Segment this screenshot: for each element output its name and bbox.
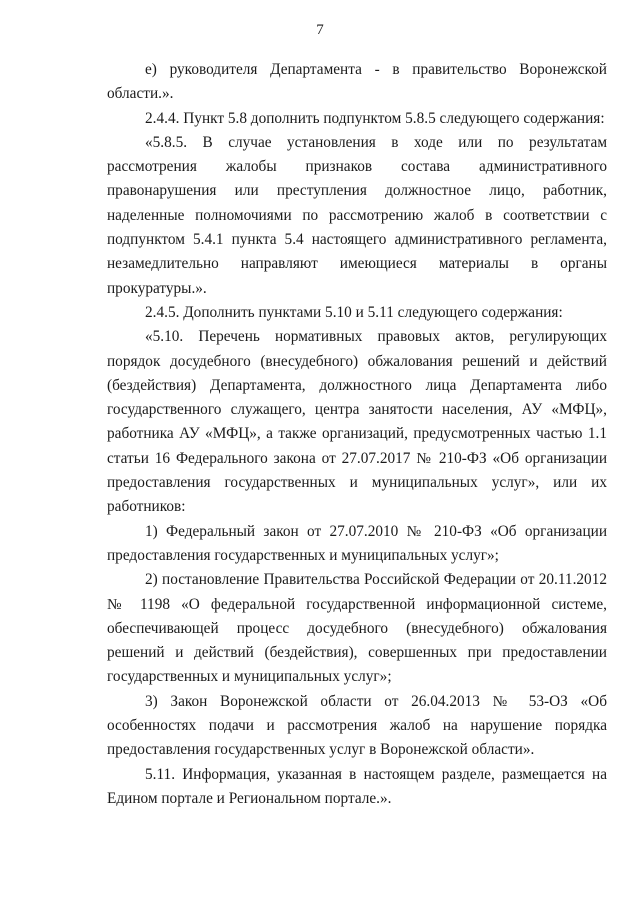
paragraph-item-e: е) руководителя Департамента - в правительство Воронежской области.». bbox=[107, 61, 607, 103]
paragraph-5-8-5: «5.8.5. В случае установления в ходе или по результатам рассмотрения жалобы признаков состава административного правонарушения или преступления должностное лицо, работник, наделенные полномочиями по рассмотрению жалоб в соответствии с подпунктом 5.4.1 пункта 5.4 настоящего административного регламента, незамедлительно направляют имеющиеся материалы в органы прокуратуры.». bbox=[107, 133, 607, 297]
document-body bbox=[107, 58, 607, 811]
paragraph-5-11: 5.11. Информация, указанная в настоящем разделе, размещается на Едином портале и Региональном портале.». bbox=[107, 765, 607, 807]
list-item-3: 3) Закон Воронежской области от 26.04.2013 № 53-ОЗ «Об особенностях подачи и рассмотрения жалоб на нарушение порядка предоставления государственных услуг в Воронежской области». bbox=[107, 692, 607, 759]
paragraph-2-4-5: 2.4.5. Дополнить пунктами 5.10 и 5.11 следующего содержания: bbox=[145, 303, 563, 321]
list-item-2: 2) постановление Правительства Российской Федерации от 20.11.2012 № 1198 «О федеральной государственной информационной системе, обеспечивающей процесс досудебного (внесудебного) обжалования решений и действий (бездействия), совершенных при предоставлении государственных и муниципальных услуг»; bbox=[107, 571, 607, 686]
paragraph-2-4-4: 2.4.4. Пункт 5.8 дополнить подпунктом 5.8.5 следующего содержания: bbox=[145, 109, 605, 127]
list-item-1: 1) Федеральный закон от 27.07.2010 № 210-ФЗ «Об организации предоставления государственных и муниципальных услуг»; bbox=[107, 522, 607, 564]
page-number: 7 bbox=[316, 22, 324, 38]
paragraph-5-10: «5.10. Перечень нормативных правовых актов, регулирующих порядок досудебного (внесудебного) обжалования решений и действий (бездействия) Департамента, должностного лица Департамента либо государственного служащего, центра занятости населения, АУ «МФЦ», работника АУ «МФЦ», а также организаций, предусмотренных частью 1.1 статьи 16 Федерального закона от 27.07.2017 № 210-ФЗ «Об организации предоставления государственных и муниципальных услуг», или их работников: bbox=[107, 328, 607, 516]
